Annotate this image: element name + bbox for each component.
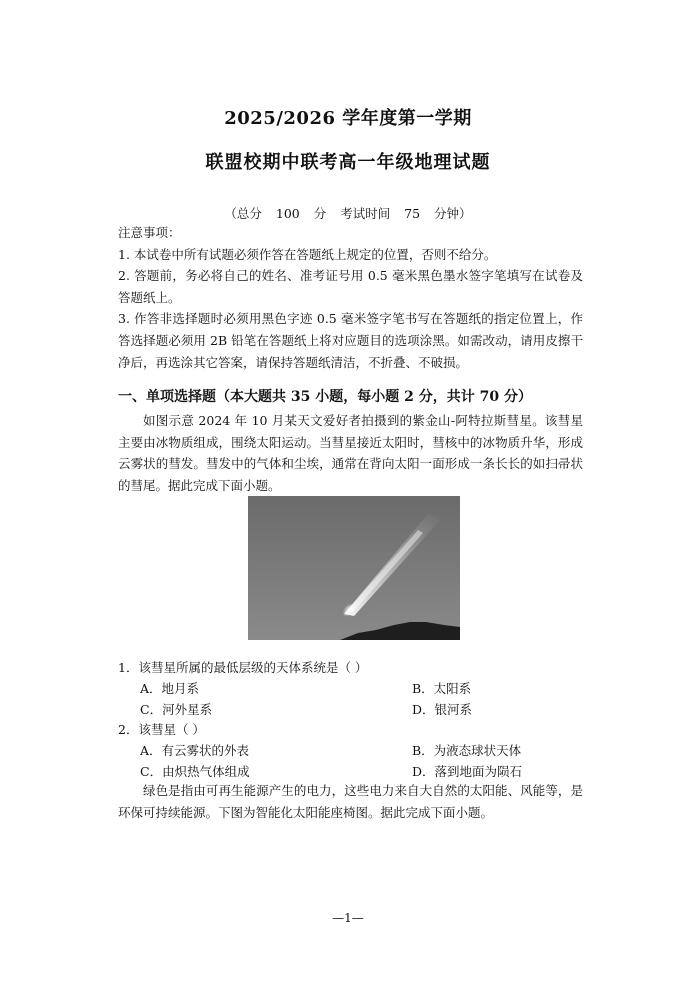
question-2-stem: 2．该彗星（ ） xyxy=(118,722,205,737)
comet-passage-text: 如图示意 2024 年 10 月某天文爱好者拍摄到的紫金山-阿特拉斯彗星。该彗星主要由冰物质组成，围绕太阳运动。当彗星接近太阳时，彗核中的冰物质升华，形成云雾状的彗发。彗发中的气体和尘埃，通常在背向太阳一面形成一条长长的如扫帚状的彗尾。据此完成下面小题。 xyxy=(118,413,583,493)
notice-item-2: 2. 答题前，务必将自己的姓名、准考证号用 0.5 毫米黑色墨水签字笔填写在试卷及答题纸上。 xyxy=(118,268,583,305)
question-1-stem: 1．该彗星所属的最低层级的天体系统是（ ） xyxy=(118,660,368,675)
q2-option-d: D．落到地面为陨石 xyxy=(412,764,523,779)
solar-passage xyxy=(118,780,583,823)
notice-item-1: 1. 本试卷中所有试题必须作答在答题纸上规定的位置，否则不给分。 xyxy=(118,246,497,262)
page-number: —1— xyxy=(332,911,364,925)
q2-option-a: A．有云雾状的外表 xyxy=(140,743,250,758)
comet-passage xyxy=(118,410,583,496)
notice-heading: 注意事项： xyxy=(118,225,181,240)
q2-option-c: C．由炽热气体组成 xyxy=(140,764,250,779)
solar-passage-text: 绿色是指由可再生能源产生的电力，这些电力来自大自然的太阳能、风能等，是环保可持续能源。下图为智能化太阳能座椅图。据此完成下面小题。 xyxy=(118,783,583,820)
exam-term-title: 2025/2026 学年度第一学期 xyxy=(224,108,472,129)
q1-option-a: A．地月系 xyxy=(140,681,200,696)
q2-option-b: B．为液态球状天体 xyxy=(412,743,522,758)
notice-item-3: 3. 作答非选择题时必须用黑色字迹 0.5 毫米签字笔书写在答题纸的指定位置上，作答选择题必须用 2B 铅笔在答题纸上将对应题目的选项涂黑。如需改动，请用皮擦干净后，再选涂其它答案，请保持答题纸清洁，不折叠、不破损。 xyxy=(118,311,583,370)
section-1-title: 一、单项选择题（本大题共 35 小题，每小题 2 分，共计 70 分） xyxy=(118,389,532,405)
q1-option-d: D．银河系 xyxy=(412,702,473,717)
exam-main-title: 联盟校期中联考高一年级地理试题 xyxy=(205,152,491,173)
notice-block xyxy=(118,222,583,373)
q1-option-c: C．河外星系 xyxy=(140,702,213,717)
q1-option-b: B．太阳系 xyxy=(412,681,472,696)
exam-meta: （总分 100 分 考试时间 75 分钟） xyxy=(224,206,472,221)
comet-photo xyxy=(248,496,460,640)
